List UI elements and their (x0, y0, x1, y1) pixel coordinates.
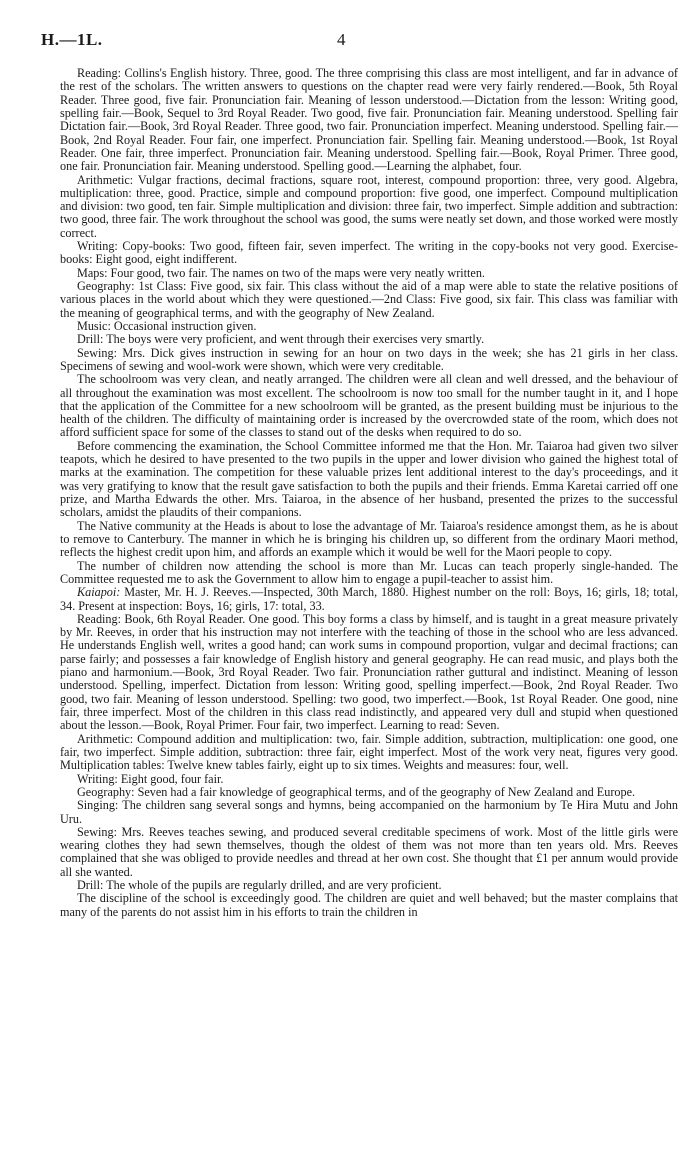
paragraph-kaiapoi-discipline: The discipline of the school is exceedingly good. The children are quiet and well behaved; but the master complains that many of the parents do not assist him in his efforts to train the children in (60, 891, 678, 919)
paragraph-arithmetic: Arithmetic: Vulgar fractions, decimal fractions, square root, interest, compound proportion: three, very good. Algebra, multiplication: three, good. Practice, simple and compound proportion: five good, one imperfect. Compound multiplication and division: two good, ten fair. Simple multiplication and division: three fair, two imperfect. Simple addition and subtraction: two good, three fair. The work throughout the school was good, the sums were neatly set down, and those worked were mostly correct. (60, 172, 678, 240)
paragraph-kaiapoi-sewing: Sewing: Mrs. Reeves teaches sewing, and produced several creditable specimens of work. Most of the little girls were wearing clothes they had sewn themselves, though the oldest of them was not more than ten years old. Mrs. Reeves complained that she was obliged to provide needles and thread at her own cost. She thought that £1 per annum would provide all she wanted. (60, 824, 678, 879)
paragraph-reading: Reading: Collins's English history. Three, good. The three comprising this class are most intelligent, and far in advance of the rest of the scholars. The written answers to questions on the chapter read were very fairly rendered.—Book, 5th Royal Reader. Three good, five fair. Pronunciation fair. Meaning of lesson understood.—Dictation from the lesson: Writing good, spelling fair.—Book, Sequel to 3rd Royal Reader. Two good, five fair. Pronunciation fair. Meaning understood. Spelling fair Dictation fair.—Book, 3rd Royal Reader. Three good, two fair. Pronunciation imperfect. Meaning understood. Spelling fair.—Book, 2nd Royal Reader. Four fair, one imperfect. Pronunciation fair. Spelling fair. Meaning understood.—Book, 1st Royal Reader. One fair, three imperfect. Pronunciation fair. Meaning understood. Spelling fair.—Book, Royal Primer. Three good, one fair. Pronunciation fair. Meaning understood. Spelling good.—Learning the alphabet, four. (60, 66, 678, 174)
paragraph-music: Music: Occasional instruction given. (77, 318, 257, 333)
paragraph-native-community: The Native community at the Heads is about to lose the advantage of Mr. Taiaroa's residence amongst them, as he is about to remove to Canterbury. The manner in which he is bringing his children up, so different from the ordinary Maori method, reflects the highest credit upon him, and affords an example which it would be well for the Maori people to copy. (60, 518, 678, 560)
paragraph-writing: Writing: Copy-books: Two good, fifteen fair, seven imperfect. The writing in the copy-books not very good. Exercise-books: Eight good, eight indifferent. (60, 239, 678, 267)
document-reference: H.—1L. (41, 30, 103, 49)
page-number: 4 (337, 30, 346, 49)
paragraph-kaiapoi-writing: Writing: Eight good, four fair. (77, 771, 224, 786)
paragraph-schoolroom: The schoolroom was very clean, and neatly arranged. The children were all clean and well dressed, and the behaviour of all throughout the examination was most excellent. The schoolroom is now too small for the number taught in it, and I hope that the application of the Committee for a new schoolroom will be granted, as the present building must be injurious to the health of the children. The difficulty of maintaining order is increased by the overcrowded state of the room, which does not afford sufficient space for some of the classes to stand out of the desks when required to do so. (60, 372, 678, 440)
paragraph-kaiapoi-arithmetic: Arithmetic: Compound addition and multiplication: two, fair. Simple addition, subtraction, multiplication: one good, one fair, two imperfect. Simple addition, subtraction: three fair, eight imperfect. Most of the work very neat, figures very good. Multiplication tables: Twelve knew tables fairly, eight up to six times. Weights and measures: four, well. (60, 731, 678, 773)
paragraph-prizes: Before commencing the examination, the School Committee informed me that the Hon. Mr. Taiaroa had given two silver teapots, which he desired to have presented to the two pupils in the upper and lower division who gained the highest total of marks at the examination. The competition for these valuable prizes lent additional interest to the day's proceedings, and it was very gratifying to know that the result gave satisfaction to both the pupils and their friends. Emma Karetai carried off one prize, and Martha Edwards the other. Mrs. Taiaroa, in the absence of her husband, presented the prizes to the successful scholars, amidst the plaudits of their companions. (60, 438, 678, 520)
paragraph-kaiapoi (60, 586, 678, 613)
paragraph-maps: Maps: Four good, two fair. The names on two of the maps were very neatly written. (77, 265, 485, 280)
paragraph-kaiapoi-geography: Geography: Seven had a fair knowledge of geographical terms, and of the geography of New Zealand and Europe. (77, 784, 636, 799)
report-body (60, 67, 678, 919)
paragraph-sewing: Sewing: Mrs. Dick gives instruction in sewing for an hour on two days in the week; she has 21 girls in her class. Specimens of sewing and wool-work were shown, which were very creditable. (60, 345, 678, 373)
kaiapoi-intro: Master, Mr. H. J. Reeves.—Inspected, 30th March, 1880. Highest number on the roll: Boys, 16; girls, 18; total, 34. Present at inspection: Boys, 16; girls, 17: total, 33. (60, 585, 678, 613)
paragraph-kaiapoi-singing: Singing: The children sang several songs and hymns, being accompanied on the harmonium by Te Hira Mutu and John Uru. (60, 798, 678, 826)
paragraph-kaiapoi-reading: Reading: Book, 6th Royal Reader. One good. This boy forms a class by himself, and is taught in a great measure privately by Mr. Reeves, in order that his instruction may not interfere with the teaching of those in the school who are less advanced. He understands English well, writes a good hand; can work sums in compound proportion, vulgar and decimal fractions; can parse fairly; and possesses a fair knowledge of English history and general geography. He can read music, and plays both the piano and harmonium.—Book, 3rd Royal Reader. Two fair. Pronunciation rather guttural and indistinct. Meaning of lesson understood. Spelling, imperfect. Dictation from lesson: Writing good, spelling imperfect.—Book, 2nd Royal Reader. Two good, two fair. Meaning of lesson understood. Spelling: two good, two imperfect.—Book, 1st Royal Reader. One good, nine fair, three imperfect. Most of the children in this class read indistinctly, and appeared very dull and stupid when questioned about the lesson.—Book, Royal Primer. Four fair, two imperfect. Learning to read: Seven. (60, 611, 678, 733)
kaiapoi-heading: Kaiapoi: (77, 585, 121, 600)
paragraph-kaiapoi-drill: Drill: The whole of the pupils are regularly drilled, and are very proficient. (77, 878, 442, 893)
page-header (41, 30, 661, 54)
paragraph-pupil-teacher: The number of children now attending the school is more than Mr. Lucas can teach properly single-handed. The Committee requested me to ask the Government to allow him to engage a pupil-teacher to assist him. (60, 558, 678, 586)
paragraph-geography: Geography: 1st Class: Five good, six fair. This class without the aid of a map were able to state the relative positions of various places in the world about which they were questioned.—2nd Class: Five good, six fair. This class was familiar with the meaning of geographical terms, and with the geography of New Zealand. (60, 279, 678, 320)
paragraph-drill: Drill: The boys were very proficient, and went through their exercises very smartly. (77, 332, 485, 347)
